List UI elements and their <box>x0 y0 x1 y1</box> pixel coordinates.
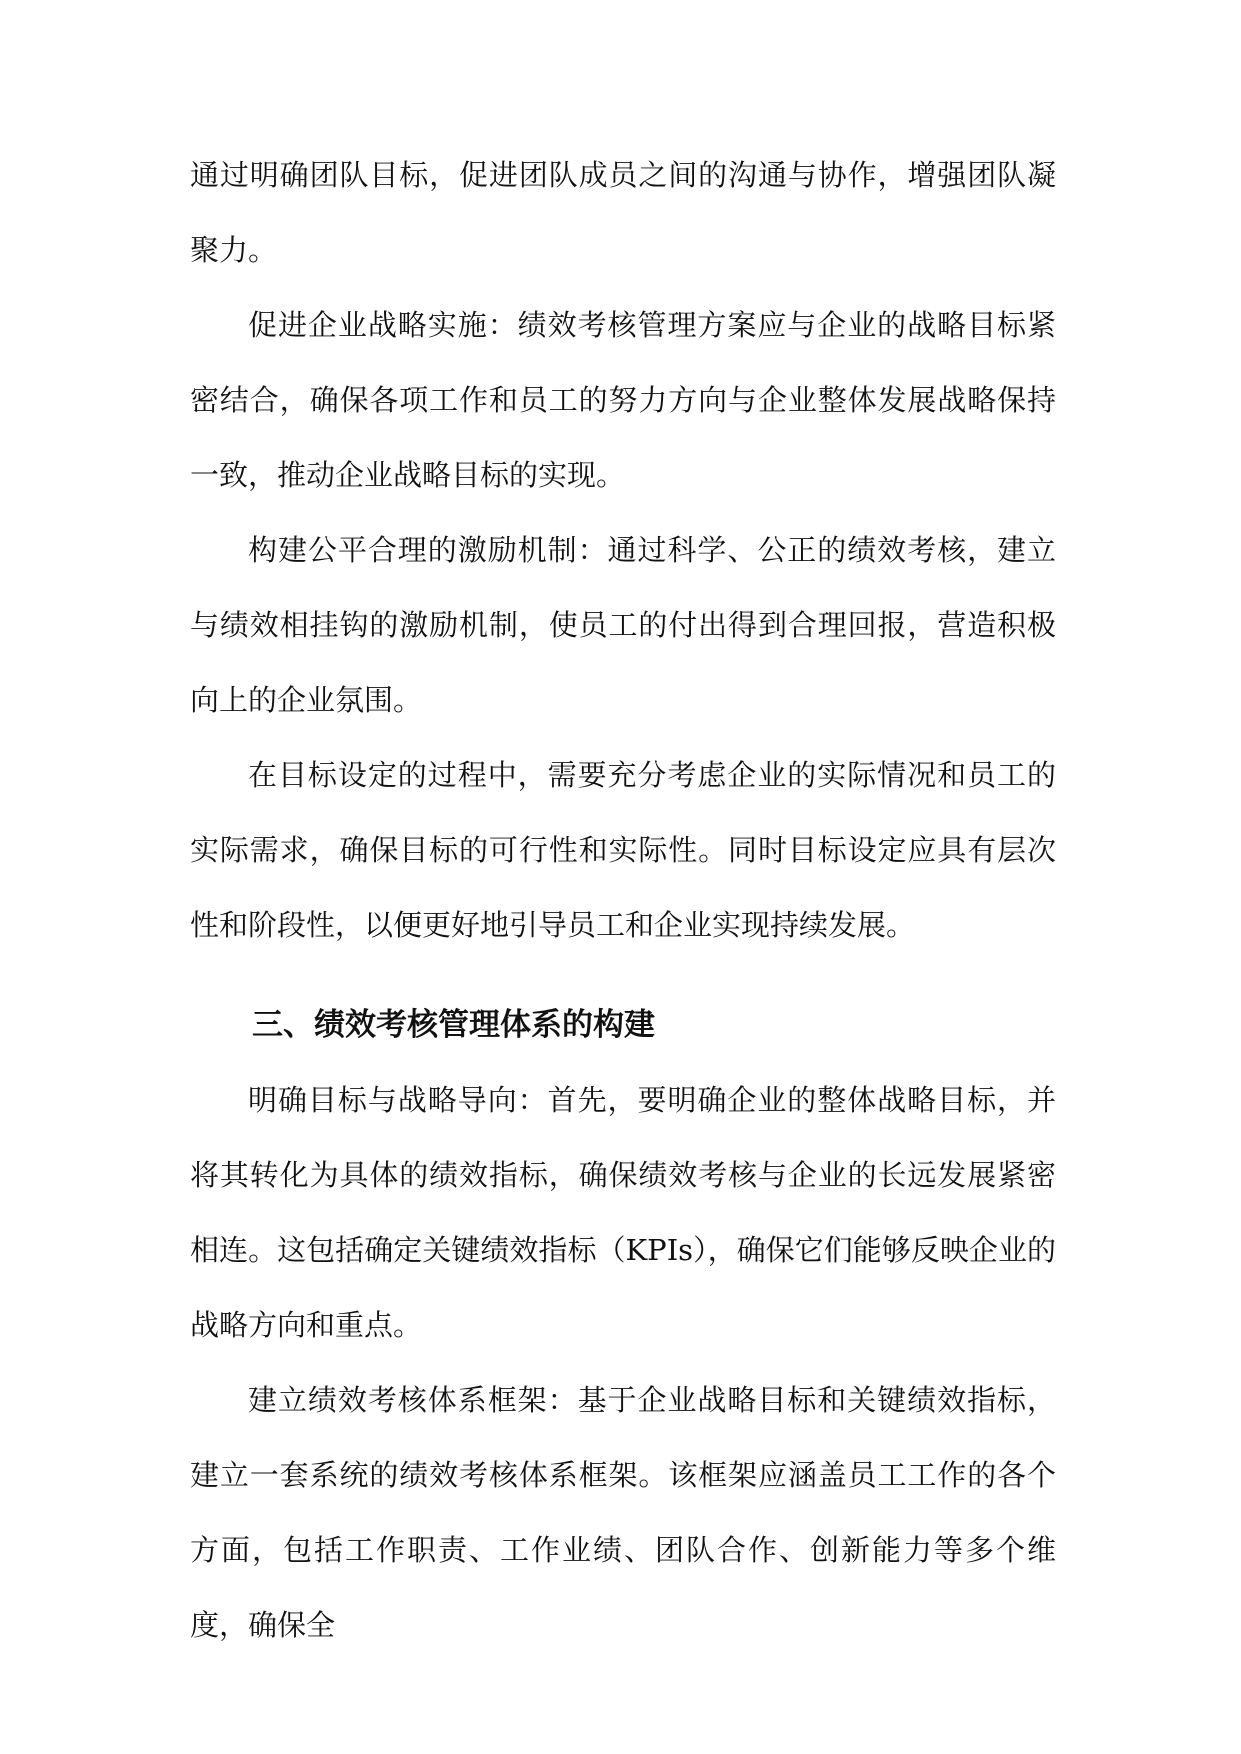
paragraph-team-cohesion: 通过明确团队目标，促进团队成员之间的沟通与协作，增强团队凝聚力。 <box>190 158 1056 267</box>
paragraph-strategy-implementation: 促进企业战略实施：绩效考核管理方案应与企业的战略目标紧密结合，确保各项工作和员工的努力方向与企业整体发展战略保持一致，推动企业战略目标的实现。 <box>190 308 1056 492</box>
document-body <box>190 138 1056 1663</box>
paragraph-goal-setting: 在目标设定的过程中，需要充分考虑企业的实际情况和员工的实际需求，确保目标的可行性和实际性。同时目标设定应具有层次性和阶段性，以便更好地引导员工和企业实现持续发展。 <box>190 758 1056 942</box>
paragraph-incentive-mechanism: 构建公平合理的激励机制：通过科学、公正的绩效考核，建立与绩效相挂钩的激励机制，使员工的付出得到合理回报，营造积极向上的企业氛围。 <box>190 533 1056 717</box>
paragraph-strategic-orientation: 明确目标与战略导向：首先，要明确企业的整体战略目标，并将其转化为具体的绩效指标，确保绩效考核与企业的长远发展紧密相连。这包括确定关键绩效指标（KPIs），确保它们能够反映企业的战略方向和重点。 <box>190 1083 1056 1342</box>
section-heading: 三、绩效考核管理体系的构建 <box>252 1007 655 1043</box>
paragraph-evaluation-framework: 建立绩效考核体系框架：基于企业战略目标和关键绩效指标，建立一套系统的绩效考核体系框架。该框架应涵盖员工工作的各个方面，包括工作职责、工作业绩、团队合作、创新能力等多个维度，确保全 <box>190 1383 1056 1642</box>
